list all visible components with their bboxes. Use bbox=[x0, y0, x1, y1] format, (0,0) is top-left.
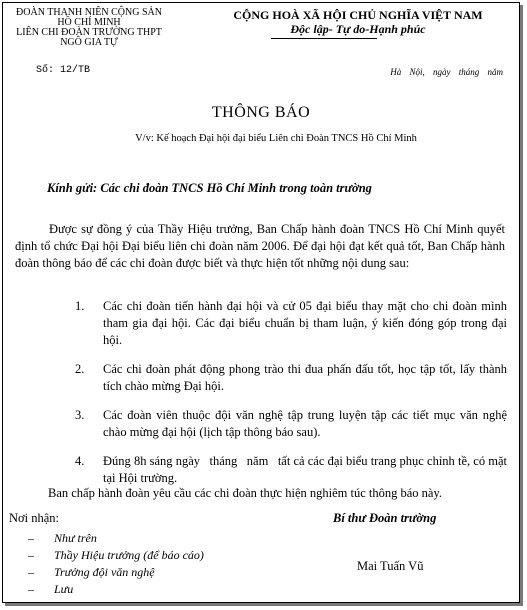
cc-text: Lưu bbox=[54, 582, 74, 596]
list-item-number: 3. bbox=[75, 408, 85, 422]
list-item bbox=[15, 361, 507, 395]
list-item-number: 2. bbox=[75, 362, 85, 376]
document-subject: V/v: Kế hoạch Đại hội đại biểu Liên chi Đoàn TNCS Hồ Chí Minh bbox=[135, 133, 417, 144]
org-line-1: ĐOÀN THANH NIÊN CỘNG SẢN bbox=[16, 7, 162, 18]
list-item-text: Các chi đoàn tiến hành đại hội và cử 05 đại biểu thay mặt cho chi đoàn mình tham gia đại hội. Các đại biểu chuẩn bị tham luận, ý kiến đóng góp trong đại hội. bbox=[103, 299, 507, 347]
list-item-text: Các chi đoàn phát động phong trào thi đua phấn đấu tốt, học tập tốt, lấy thành tích chào mừng Đại hội. bbox=[103, 362, 507, 393]
org-line-4: NGÔ GIA TỰ bbox=[60, 37, 118, 48]
cc-list bbox=[28, 530, 204, 598]
intro-paragraph bbox=[15, 221, 505, 272]
cc-text: Trưởng đội văn nghệ bbox=[54, 565, 155, 579]
list-item bbox=[28, 530, 204, 547]
nation-motto: Độc lập- Tự do-Hạnh phúc bbox=[290, 22, 426, 36]
task-list bbox=[15, 298, 511, 487]
signature-title: Bí thư Đoàn trường bbox=[333, 511, 437, 525]
document-page bbox=[2, 2, 520, 603]
list-item-text: Đúng 8h sáng ngày tháng năm tất cả các đại biểu trang phục chỉnh tề, có mặt tại Hội trường. bbox=[103, 454, 511, 485]
list-item bbox=[28, 581, 204, 598]
list-item bbox=[28, 547, 204, 564]
document-title: THÔNG BÁO bbox=[211, 104, 311, 121]
dash-bullet: – bbox=[28, 582, 34, 596]
dash-bullet: – bbox=[28, 565, 34, 579]
org-line-2: HỒ CHÍ MINH bbox=[57, 17, 121, 28]
list-item-text: Các đoàn viên thuộc đội văn nghệ tập trung luyện tập các tiết mục văn nghệ chào mừng đại hội (lịch tập thông báo sau). bbox=[103, 408, 507, 439]
signer-name: Mai Tuấn Vũ bbox=[357, 559, 424, 573]
closing-line: Ban chấp hành đoàn yêu cầu các chi đoàn thực hiện nghiêm túc thông báo này. bbox=[48, 486, 443, 500]
national-header bbox=[208, 8, 508, 36]
recipients-label: Nơi nhận: bbox=[9, 511, 60, 525]
document-number: Số: 12/TB bbox=[36, 65, 91, 76]
list-item bbox=[15, 407, 507, 441]
cc-text: Thầy Hiệu trưởng (để báo cáo) bbox=[54, 548, 204, 562]
org-line-3: LIÊN CHI ĐOÀN TRƯỜNG THPT bbox=[16, 27, 162, 38]
list-item bbox=[15, 453, 511, 487]
recipient-line: Kính gửi: Các chi đoàn TNCS Hồ Chí Minh trong toàn trường bbox=[47, 181, 372, 195]
dash-bullet: – bbox=[28, 531, 34, 545]
nation-name: CỘNG HOÀ XÃ HỘI CHỦ NGHĨA VIỆT NAM bbox=[233, 8, 483, 22]
cc-text: Như trên bbox=[54, 531, 97, 545]
list-item-number: 1. bbox=[75, 299, 85, 313]
motto-underline bbox=[271, 38, 377, 39]
date-line: Hà Nội, ngày tháng năm bbox=[390, 67, 503, 77]
list-item bbox=[28, 564, 204, 581]
dash-bullet: – bbox=[28, 548, 34, 562]
list-item-number: 4. bbox=[75, 454, 85, 468]
list-item bbox=[15, 298, 507, 349]
issuing-organization bbox=[9, 8, 169, 48]
intro-text: Được sự đồng ý của Thầy Hiệu trưởng, Ban Chấp hành đoàn TNCS Hồ Chí Minh quyết định tổ chức Đại hội Đại biểu liên chi đoàn năm 2006. Để đại hội đạt kết quả tốt, Ban Chấp hành đoàn thông báo để các chi đoàn được biết và thực hiện tốt những nội dung sau: bbox=[15, 222, 505, 270]
